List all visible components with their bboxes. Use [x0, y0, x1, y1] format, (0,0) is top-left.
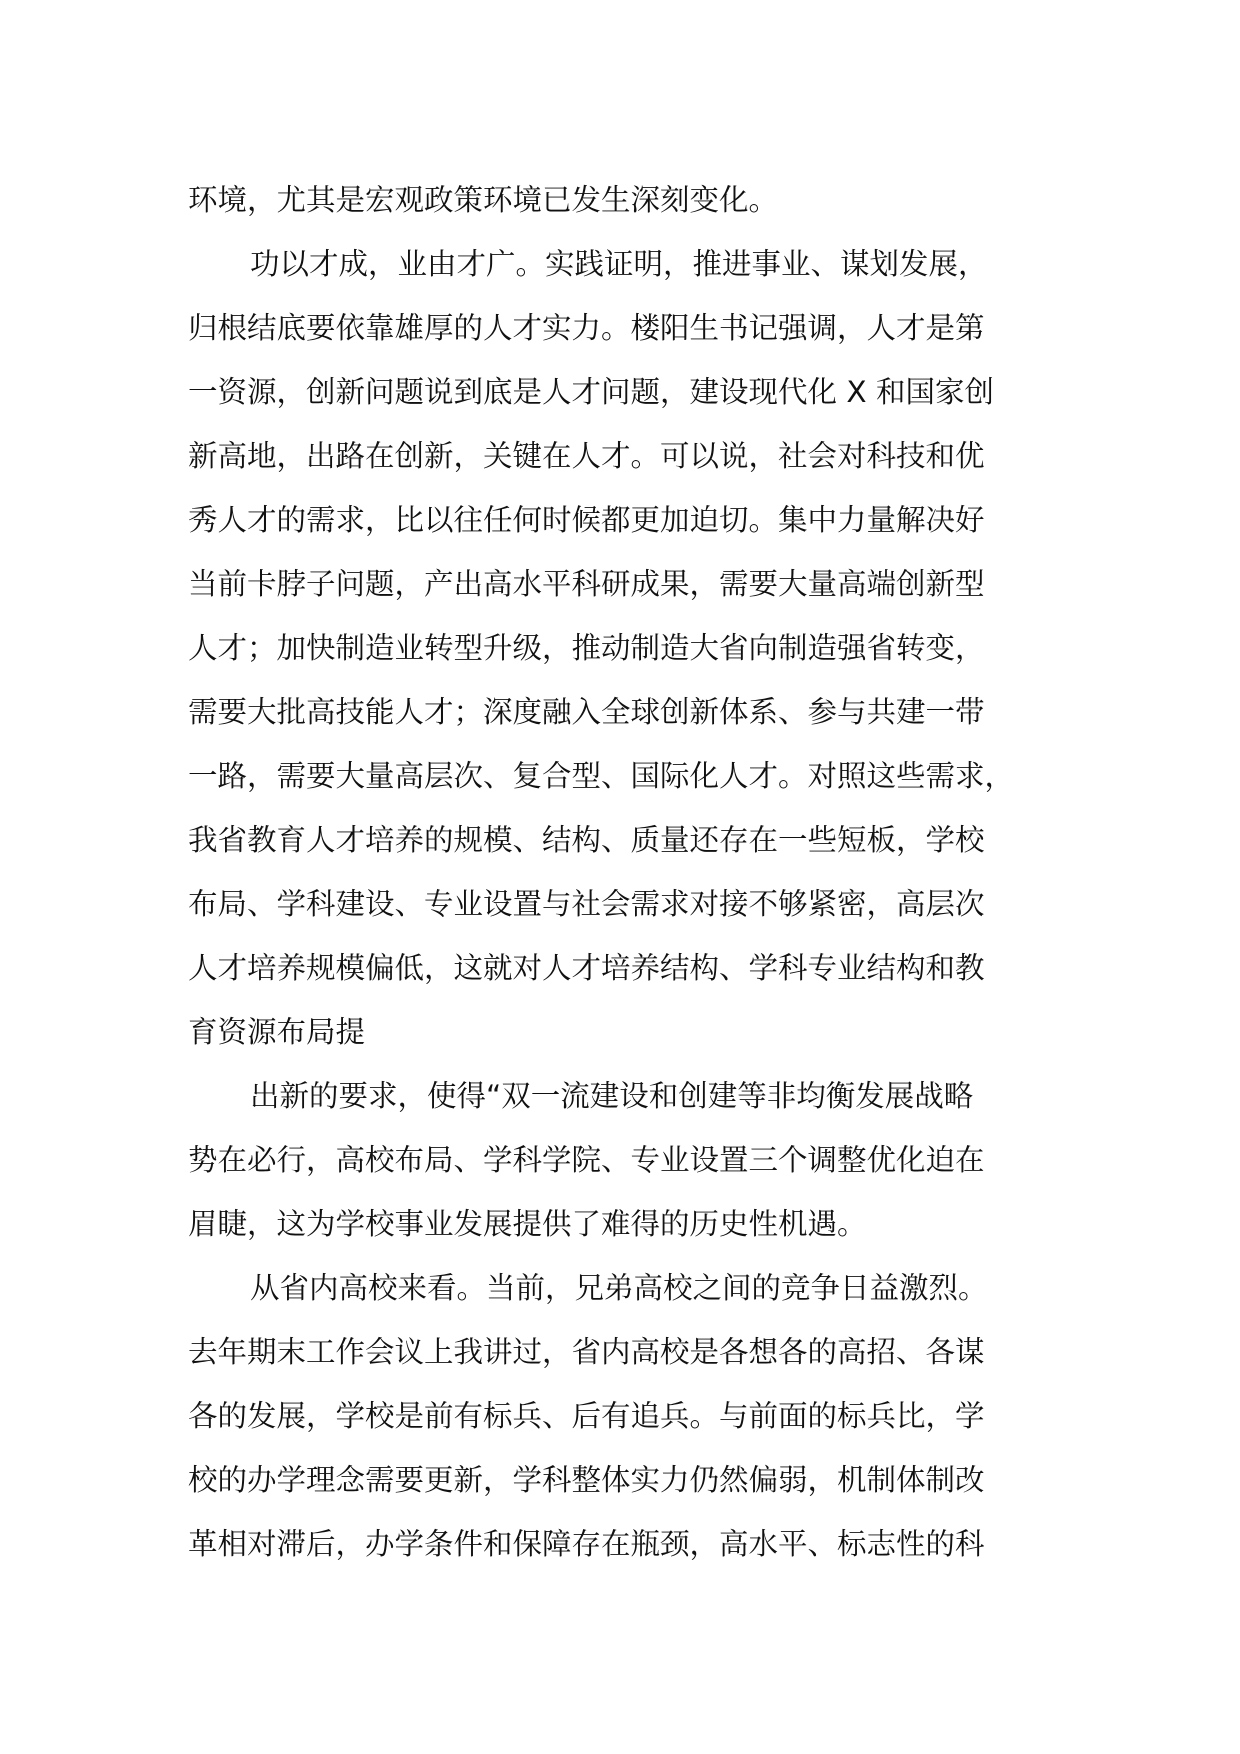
text-line: 革相对滞后，办学条件和保障存在瓶颈，高水平、标志性的科	[188, 1527, 985, 1561]
text-line: 育资源布局提	[188, 1015, 366, 1049]
text-line: 一路，需要大量高层次、复合型、国际化人才。对照这些需求，	[188, 759, 1015, 793]
text-line: 去年期末工作会议上我讲过，省内高校是各想各的高招、各谋	[188, 1335, 985, 1369]
text-line: 我省教育人才培养的规模、结构、质量还存在一些短板，学校	[188, 823, 985, 857]
text-line: 环境，尤其是宏观政策环境已发生深刻变化。	[188, 183, 779, 217]
text-line: 校的办学理念需要更新，学科整体实力仍然偏弱，机制体制改	[188, 1463, 985, 1497]
paragraph-start-line: 出新的要求，使得“双一流建设和创建等非均衡发展战略	[250, 1079, 974, 1113]
paragraph-start-line: 功以才成，业由才广。实践证明，推进事业、谋划发展，	[250, 247, 988, 281]
text-line: 布局、学科建设、专业设置与社会需求对接不够紧密，高层次	[188, 887, 985, 921]
paragraph-start-line: 从省内高校来看。当前，兄弟高校之间的竞争日益激烈。	[250, 1271, 988, 1305]
text-line: 当前卡脖子问题，产出高水平科研成果，需要大量高端创新型	[188, 567, 985, 601]
text-line: 归根结底要依靠雄厚的人才实力。楼阳生书记强调，人才是第	[188, 311, 985, 345]
text-line: 一资源，创新问题说到底是人才问题，建设现代化 X 和国家创	[188, 375, 994, 409]
text-line: 秀人才的需求，比以往任何时候都更加迫切。集中力量解决好	[188, 503, 985, 537]
text-line: 需要大批高技能人才；深度融入全球创新体系、参与共建一带	[188, 695, 985, 729]
text-line: 新高地，出路在创新，关键在人才。可以说，社会对科技和优	[188, 439, 985, 473]
text-line: 人才培养规模偏低，这就对人才培养结构、学科专业结构和教	[188, 951, 985, 985]
document-body	[188, 168, 1078, 1576]
text-line: 各的发展，学校是前有标兵、后有追兵。与前面的标兵比，学	[188, 1399, 985, 1433]
text-line: 势在必行，高校布局、学科学院、专业设置三个调整优化迫在	[188, 1143, 985, 1177]
text-line: 人才；加快制造业转型升级，推动制造大省向制造强省转变，	[188, 631, 985, 665]
text-line: 眉睫，这为学校事业发展提供了难得的历史性机遇。	[188, 1207, 867, 1241]
